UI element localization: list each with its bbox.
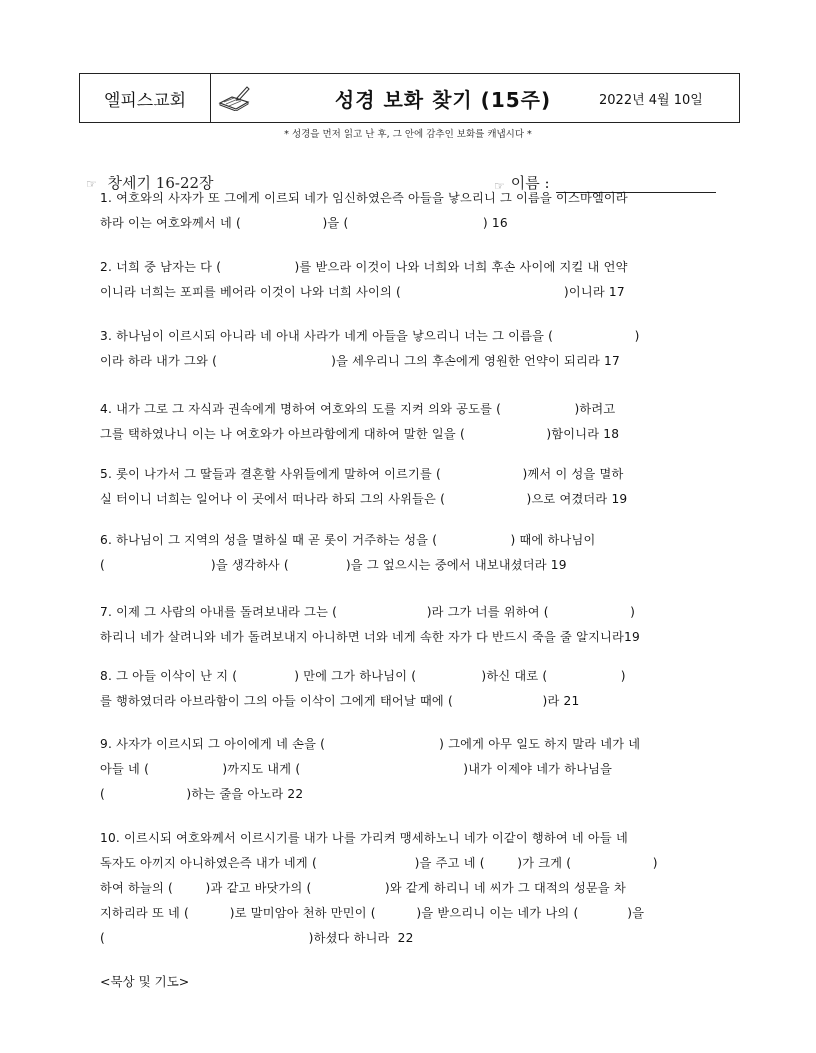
question-3 — [100, 324, 740, 374]
question-line: 하리니 네가 살려니와 네가 돌려보내지 아니하면 너와 네게 속한 자가 다 반드시 죽을 줄 알지니라19 — [100, 630, 640, 644]
question-1 — [100, 186, 740, 236]
closing-section: <묵상 및 기도> — [100, 974, 190, 989]
question-9 — [100, 732, 740, 807]
question-line: ( )을 생각하사 ( )을 그 엎으시는 중에서 내보내셨더라 19 — [100, 558, 567, 572]
question-line: 7. 이제 그 사람의 아내를 돌려보내라 그는 ( )라 그가 너를 위하여 ( ) — [100, 605, 636, 619]
question-line: 그를 택하였나니 이는 나 여호와가 아브라함에게 대하여 말한 일을 ( )함이니라 18 — [100, 427, 620, 441]
reference-label: 창세기 16-22장 — [107, 174, 214, 192]
question-line: ( )하는 줄을 아노라 22 — [100, 787, 304, 801]
date-label: 2022년 4월 10일 — [599, 92, 703, 108]
question-line: 아들 네 ( )까지도 내게 ( )내가 이제야 네가 하나님을 — [100, 762, 613, 776]
book-pen-icon — [211, 74, 257, 122]
question-line: 실 터이니 너희는 일어나 이 곳에서 떠나라 하되 그의 사위들은 ( )으로 여겼더라 19 — [100, 492, 628, 506]
question-line: 10. 이르시되 여호와께서 이르시기를 내가 나를 가리켜 맹세하노니 네가 이같이 행하여 네 아들 네 — [100, 831, 628, 845]
question-10 — [100, 826, 740, 951]
question-line: 3. 하나님이 이르시되 아니라 네 아내 사라가 네게 아들을 낳으리니 너는 그 이름을 ( ) — [100, 329, 640, 343]
question-line: 하여 하늘의 ( )과 같고 바닷가의 ( )와 같게 하리니 네 씨가 그 대적의 성문을 차 — [100, 881, 626, 895]
question-line: 8. 그 아들 이삭이 난 지 ( ) 만에 그가 하나님이 ( )하신 대로 ( ) — [100, 669, 626, 683]
question-6 — [100, 528, 740, 578]
pointing-hand-icon: ☞ — [494, 179, 505, 193]
question-2 — [100, 255, 740, 305]
page-title: 성경 보화 찾기 (15주) — [334, 87, 552, 112]
question-line: 이니라 너희는 포피를 베어라 이것이 나와 너희 사이의 ( )이니라 17 — [100, 285, 625, 299]
question-7 — [100, 600, 740, 650]
question-line: 9. 사자가 이르시되 그 아이에게 네 손을 ( ) 그에게 아무 일도 하지 말라 네가 네 — [100, 737, 641, 751]
header-box — [79, 73, 740, 123]
question-line: 하라 이는 여호와께서 네 ( )을 ( ) 16 — [100, 216, 508, 230]
question-line: 이라 하라 내가 그와 ( )을 세우리니 그의 후손에게 영원한 언약이 되리라 17 — [100, 354, 620, 368]
name-label: 이름 : — [510, 174, 550, 192]
question-line: 2. 너희 중 남자는 다 ( )를 받으라 이것이 나와 너희와 너희 후손 사이에 지킬 내 언약 — [100, 260, 628, 274]
question-line: 6. 하나님이 그 지역의 성을 멸하실 때 곧 롯이 거주하는 성을 ( ) 때에 하나님이 — [100, 533, 596, 547]
question-line: 독자도 아끼지 아니하였은즉 내가 네게 ( )을 주고 네 ( )가 크게 ( ) — [100, 856, 658, 870]
question-line: 5. 롯이 나가서 그 딸들과 결혼할 사위들에게 말하여 이르기를 ( )께서 이 성을 멸하 — [100, 467, 624, 481]
question-8 — [100, 664, 740, 714]
question-line: ( )하셨다 하니라 22 — [100, 931, 414, 945]
question-line: 를 행하였더라 아브라함이 그의 아들 이삭이 그에게 태어날 때에 ( )라 21 — [100, 694, 580, 708]
church-name: 엘피스교회 — [80, 74, 211, 122]
question-line: 지하리라 또 네 ( )로 말미암아 천하 만민이 ( )을 받으리니 이는 네가 나의 ( )을 — [100, 906, 645, 920]
subtitle-instruction: * 성경을 먼저 읽고 난 후, 그 안에 감추인 보화를 캐냅시다 * — [284, 129, 532, 140]
question-line: 4. 내가 그로 그 자식과 권속에게 명하여 여호와의 도를 지켜 의와 공도를 ( )하려고 — [100, 402, 616, 416]
pointing-hand-icon: ☞ — [86, 177, 97, 191]
question-line: 1. 여호와의 사자가 또 그에게 이르되 네가 임신하였은즉 아들을 낳으리니 그 이름을 이스마엘이라 — [100, 191, 628, 205]
question-4 — [100, 397, 740, 447]
question-5 — [100, 462, 740, 512]
